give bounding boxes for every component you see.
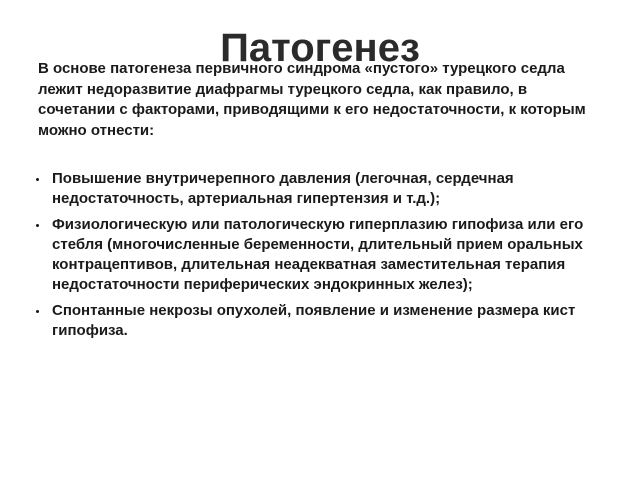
- bullet-list: [0, 169, 640, 347]
- bullet-text: Физиологическую или патологическую гиперплазию гипофиза или его стебля (многочисленные беременности, длительный прием оральных контрацептивов, длительная неадекватная заместительная терапия недостаточности периферических эндокринных желез);: [52, 216, 584, 293]
- bullet-item: [0, 301, 600, 341]
- bullet-item: [0, 215, 600, 295]
- bullet-dot-icon: [36, 224, 39, 227]
- bullet-text: Повышение внутричерепного давления (легочная, сердечная недостаточность, артериальная гипертензия и т.д.);: [52, 170, 514, 207]
- bullet-text: Спонтанные некрозы опухолей, появление и изменение размера кист гипофиза.: [52, 302, 576, 339]
- bullet-dot-icon: [36, 178, 39, 181]
- slide-title: Патогенез: [220, 26, 420, 70]
- intro-paragraph: В основе патогенеза первичного синдрома «пустого» турецкого седла лежит недоразвитие диафрагмы турецкого седла, как правило, в сочетании с факторами, приводящими к его недостаточности, к которым можно отнести:: [38, 60, 586, 139]
- bullet-dot-icon: [36, 310, 39, 313]
- bullet-item: [0, 169, 600, 209]
